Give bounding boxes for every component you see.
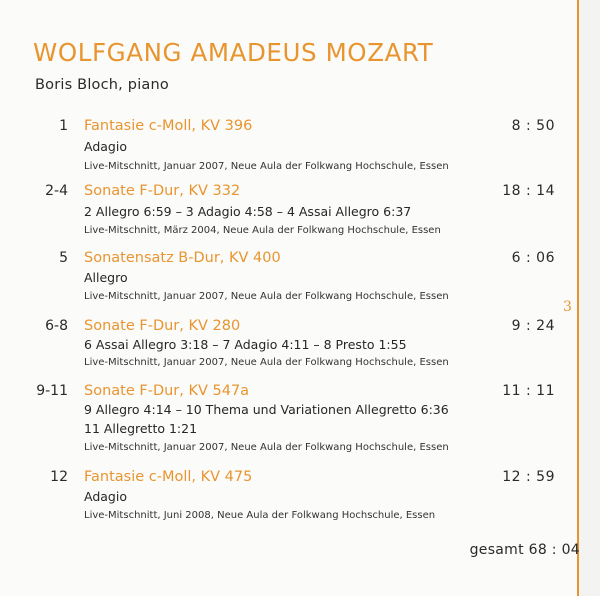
track-title: Fantasie c-Moll, KV 475 [84, 469, 253, 485]
recording-note: Live-Mitschnitt, Januar 2007, Neue Aula der Folkwang Hochschule, Essen [84, 357, 449, 368]
track-duration: 8 : 50 [511, 118, 555, 134]
movement-line: 2 Allegro 6:59 – 3 Adagio 4:58 – 4 Assai Allegro 6:37 [84, 204, 412, 219]
track-title: Sonate F-Dur, KV 547a [84, 383, 250, 399]
track-number: 2-4 [45, 183, 68, 199]
track-duration: 12 : 59 [502, 469, 555, 485]
track-title: Fantasie c-Moll, KV 396 [84, 118, 253, 134]
recording-note: Live-Mitschnitt, Januar 2007, Neue Aula der Folkwang Hochschule, Essen [84, 161, 449, 172]
performer-line: Boris Bloch, piano [35, 77, 169, 93]
movement-line: Adagio [84, 139, 127, 154]
track-duration: 18 : 14 [502, 183, 555, 199]
track-duration: 9 : 24 [511, 318, 555, 334]
track-title: Sonate F-Dur, KV 332 [84, 183, 241, 199]
track-title: Sonate F-Dur, KV 280 [84, 318, 241, 334]
movement-line: 6 Assai Allegro 3:18 – 7 Adagio 4:11 – 8 Presto 1:55 [84, 337, 407, 352]
page-number: 3 [563, 299, 572, 315]
track-title: Sonatensatz B-Dur, KV 400 [84, 250, 281, 266]
track-number: 9-11 [36, 383, 68, 399]
track-duration: 6 : 06 [511, 250, 555, 266]
track-number: 6-8 [45, 318, 68, 334]
total-duration: gesamt 68 : 04 [469, 542, 580, 558]
movement-line: Allegro [84, 270, 128, 285]
recording-note: Live-Mitschnitt, März 2004, Neue Aula der Folkwang Hochschule, Essen [84, 225, 441, 236]
track-number: 1 [59, 118, 68, 134]
recording-note: Live-Mitschnitt, Januar 2007, Neue Aula der Folkwang Hochschule, Essen [84, 442, 449, 453]
track-number: 12 [50, 469, 68, 485]
track-duration: 11 : 11 [502, 383, 555, 399]
movement-line: 9 Allegro 4:14 – 10 Thema und Variationen Allegretto 6:36 [84, 402, 449, 417]
movement-line: 11 Allegretto 1:21 [84, 421, 198, 436]
recording-note: Live-Mitschnitt, Januar 2007, Neue Aula der Folkwang Hochschule, Essen [84, 291, 449, 302]
track-number: 5 [59, 250, 68, 266]
page-edge-strip [579, 0, 600, 596]
movement-line: Adagio [84, 489, 127, 504]
recording-note: Live-Mitschnitt, Juni 2008, Neue Aula der Folkwang Hochschule, Essen [84, 510, 436, 521]
composer-heading: WOLFGANG AMADEUS MOZART [33, 38, 434, 67]
